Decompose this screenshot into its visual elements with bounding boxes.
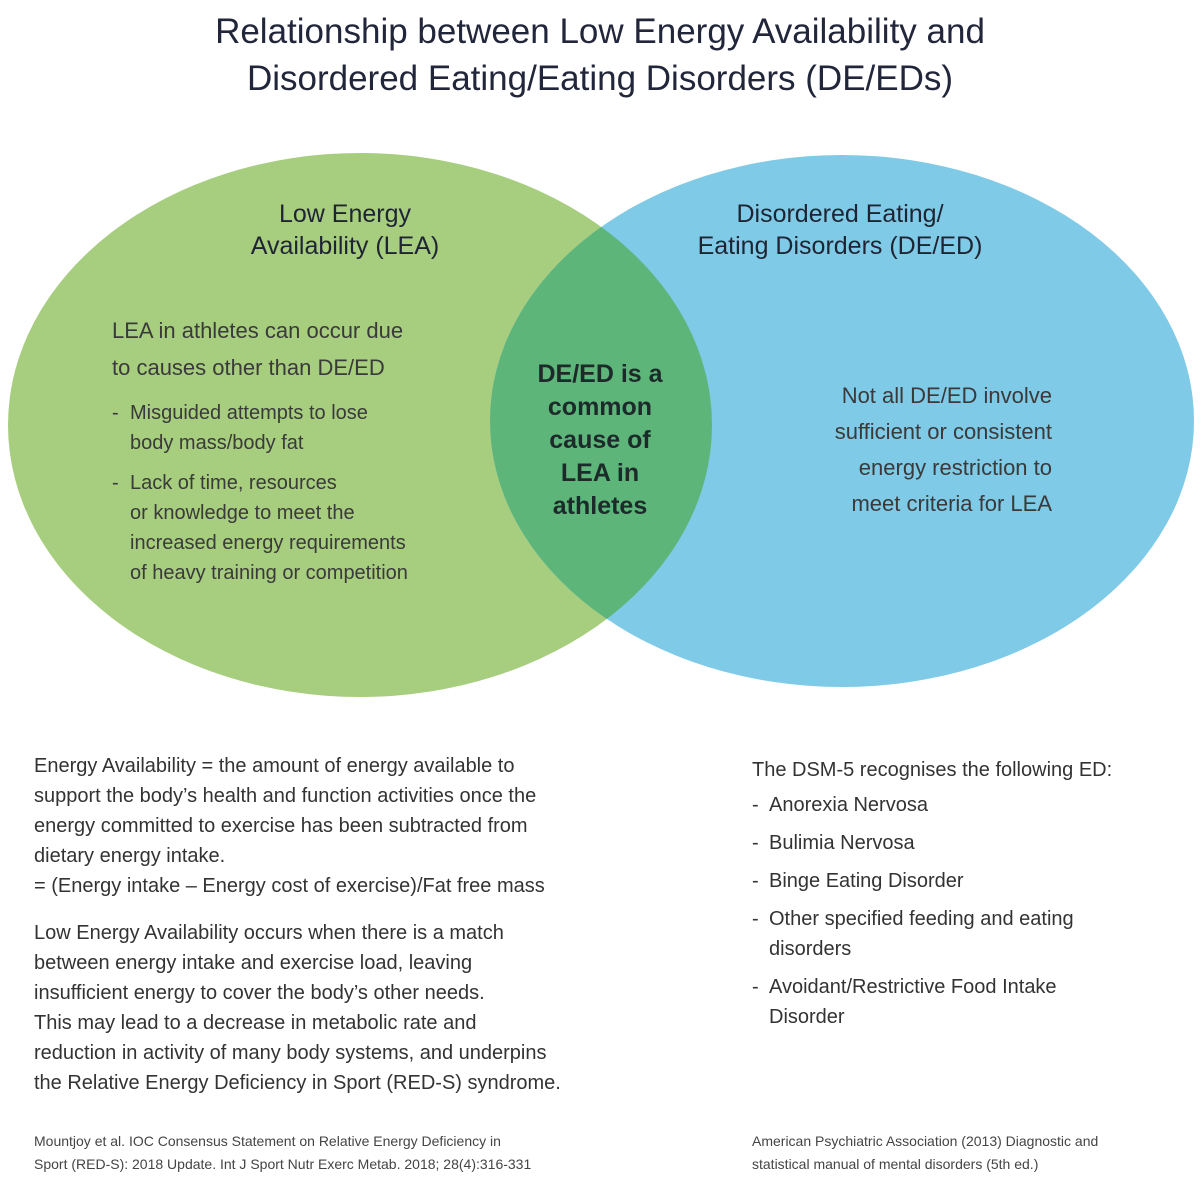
lea-intro: LEA in athletes can occur due to causes other than DE/ED <box>112 318 404 380</box>
energy-availability-definition: Energy Availability = the amount of energy available to support the body’s health and function activities once the energy committed to exercise has been subtracted from dietary energy intake. = (Energy intake – Energy cost of exercise)/Fat free mass <box>34 755 545 897</box>
list-item: - Other specified feeding and eating disorders <box>752 908 1074 960</box>
ded-body-text: Not all DE/ED involve sufficient or consistent energy restriction to meet criteria for LEA <box>834 383 1052 516</box>
lea-causes-list <box>112 398 482 598</box>
title-line-2: Disordered Eating/Eating Disorders (DE/EDs) <box>246 59 954 98</box>
list-item: - Anorexia Nervosa <box>752 794 928 816</box>
overlap-text: DE/ED is a common cause of LEA in athletes <box>537 360 663 520</box>
reference-apa: American Psychiatric Association (2013) Diagnostic and statistical manual of mental disorders (5th ed.) <box>752 1133 1099 1172</box>
ded-circle-title: Disordered Eating/ Eating Disorders (DE/ED) <box>697 200 983 260</box>
title-line-1: Relationship between Low Energy Availability and <box>215 12 985 51</box>
list-item: - Avoidant/Restrictive Food Intake Disorder <box>752 976 1057 1028</box>
list-item: - Bulimia Nervosa <box>752 832 915 854</box>
dsm-intro: The DSM-5 recognises the following ED: <box>752 759 1113 781</box>
dsm-ed-list <box>752 790 1172 1040</box>
list-item: - Misguided attempts to lose body mass/body fat <box>112 402 368 454</box>
reference-mountjoy: Mountjoy et al. IOC Consensus Statement on Relative Energy Deficiency in Sport (RED-S): 2018 Update. Int J Sport Nutr Exerc Metab. 2018; 28(4):316-331 <box>34 1133 532 1172</box>
list-item: - Lack of time, resources or knowledge to meet the increased energy requirements of heavy training or competition <box>112 472 408 584</box>
lea-circle-title: Low Energy Availability (LEA) <box>250 200 440 260</box>
low-energy-availability-definition: Low Energy Availability occurs when there is a match between energy intake and exercise load, leaving insufficient energy to cover the body’s other needs. This may lead to a decrease in metabolic rate and reduction in activity of many body systems, and underpins the Relative Energy Deficiency in Sport (RED-S) syndrome. <box>34 922 561 1094</box>
list-item: - Binge Eating Disorder <box>752 870 964 892</box>
